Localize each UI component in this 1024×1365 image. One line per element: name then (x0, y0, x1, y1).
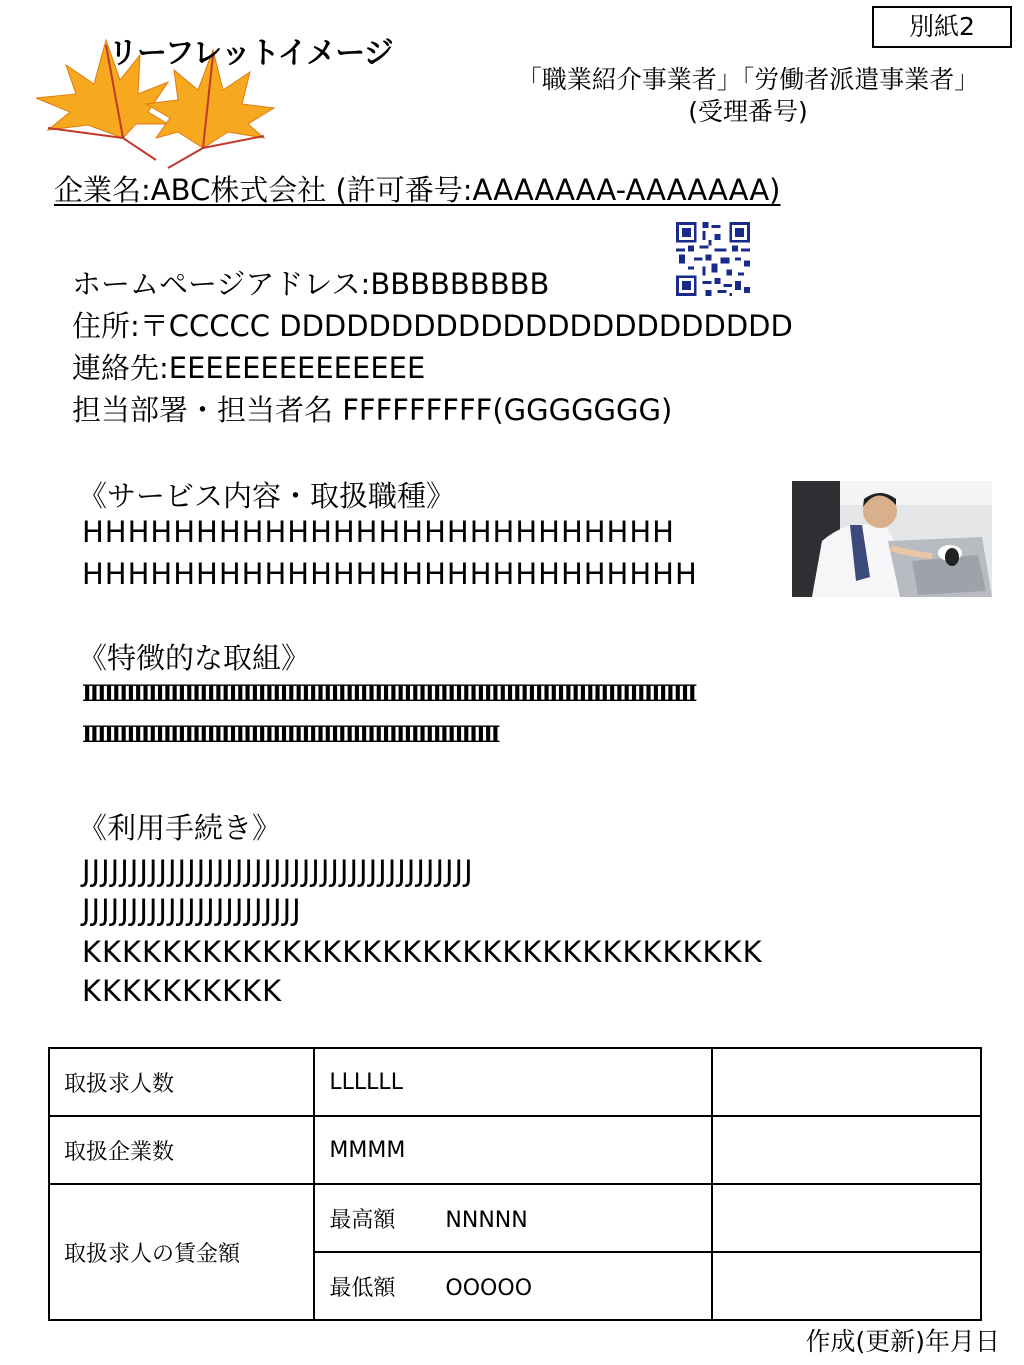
table-row (49, 1048, 981, 1116)
wage-min-cell (314, 1252, 711, 1320)
operator-types: 「職業紹介事業者」「労働者派遣事業者」 (516, 65, 980, 94)
services-line: HHHHHHHHHHHHHHHHHHHHHHHHHHH (82, 557, 698, 591)
companies-value: MMMM (314, 1116, 711, 1184)
wage-min-label: 最低額 (329, 1275, 396, 1301)
empty-cell (712, 1116, 981, 1184)
wage-max-value: NNNNN (445, 1207, 528, 1233)
created-updated-date-label: 作成(更新)年月日 (805, 1327, 1000, 1356)
homepage-address: ホームページアドレス:BBBBBBBBB (72, 267, 550, 301)
procedure-line: KKKKKKKKKK (82, 974, 283, 1008)
wage-min-value: OOOOO (445, 1275, 533, 1301)
procedure-line: KKKKKKKKKKKKKKKKKKKKKKKKKKKKKKKKKK (82, 935, 763, 969)
companies-label: 取扱企業数 (49, 1116, 314, 1184)
procedure-heading: 《利用手続き》 (78, 811, 282, 845)
businessman-at-laptop-photo (792, 481, 992, 597)
features-heading: 《特徴的な取組》 (78, 641, 311, 675)
empty-cell (712, 1252, 981, 1320)
job-offers-label: 取扱求人数 (49, 1048, 314, 1116)
company-line: 企業名:ABC株式会社 (許可番号:AAAAAAA-AAAAAAA) (54, 173, 781, 207)
operator-type-heading (478, 64, 1018, 128)
reception-number: (受理番号) (688, 97, 808, 126)
services-heading: 《サービス内容・取扱職種》 (78, 479, 456, 513)
qr-code (676, 222, 750, 296)
procedure-line: JJJJJJJJJJJJJJJJJJJJJJJ (82, 893, 302, 927)
wage-max-label: 最高額 (329, 1207, 396, 1233)
annex-label: 別紙2 (872, 6, 1012, 48)
postal-address: 住所:〒CCCCC DDDDDDDDDDDDDDDDDDDDDDD (72, 309, 793, 343)
job-offers-value: LLLLLL (314, 1048, 711, 1116)
services-line: HHHHHHHHHHHHHHHHHHHHHHHHHH (82, 515, 675, 549)
procedure-line: JJJJJJJJJJJJJJJJJJJJJJJJJJJJJJJJJJJJJJJJJ (82, 854, 474, 888)
features-line: IIIIIIIIIIIIIIIIIIIIIIIIIIIIIIIIIIIIIIIIIIIIIIIIIIIIIIIII (82, 722, 498, 748)
empty-cell (712, 1048, 981, 1116)
contact-person: 担当部署・担当者名 FFFFFFFFF(GGGGGGG) (72, 393, 673, 427)
empty-cell (712, 1184, 981, 1252)
wage-max-cell (314, 1184, 711, 1252)
table-row (49, 1116, 981, 1184)
contact-number: 連絡先:EEEEEEEEEEEEEE (72, 351, 426, 385)
wage-label: 取扱求人の賃金額 (49, 1184, 314, 1320)
table-row (49, 1184, 981, 1252)
leaflet-title: リーフレットイメージ (108, 36, 393, 71)
stats-table (48, 1047, 982, 1321)
features-line: IIIIIIIIIIIIIIIIIIIIIIIIIIIIIIIIIIIIIIIIIIIIIIIIIIIIIIIIIIIIIIIIIIIIIIIIIIIIIIIIIIII (82, 681, 695, 707)
